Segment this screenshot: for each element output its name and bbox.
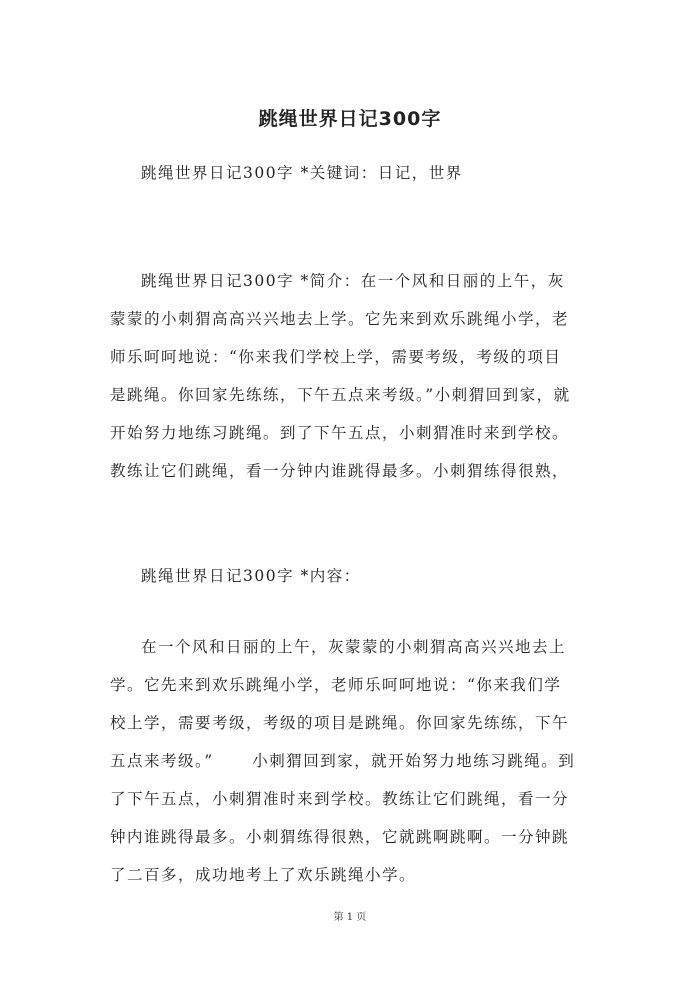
page-number: 第 1 页	[333, 912, 367, 923]
content-line: 钟内谁跳得最多。小刺猬练得很熟，它就跳啊跳啊。一分钟跳	[110, 828, 570, 846]
summary-line: 师乐呵呵地说：“你来我们学校上学，需要考级，考级的项目	[110, 348, 562, 366]
content-heading: 跳绳世界日记300字 *内容：	[141, 567, 361, 585]
content-line: 了二百多，成功地考上了欢乐跳绳小学。	[110, 866, 417, 884]
content-line: 在一个风和日丽的上午，灰蒙蒙的小刺猬高高兴兴地去上	[141, 638, 567, 656]
content-line: 学。它先来到欢乐跳绳小学，老师乐呵呵地说：“你来我们学	[110, 676, 562, 694]
summary-line: 是跳绳。你回家先练练，下午五点来考级。”小刺猬回到家，就	[110, 386, 571, 404]
keywords-line: 跳绳世界日记300字 *关键词：日记，世界	[141, 164, 463, 182]
content-line: 了下午五点，小刺猬准时来到学校。教练让它们跳绳，看一分	[110, 790, 570, 808]
summary-line: 开始努力地练习跳绳。到了下午五点，小刺猬准时来到学校。	[110, 424, 570, 442]
summary-line: 蒙蒙的小刺猬高高兴兴地去上学。它先来到欢乐跳绳小学，老	[110, 310, 570, 328]
content-line: 五点来考级。” 小刺猬回到家，就开始努力地练习跳绳。到	[110, 752, 576, 770]
page-title: 跳绳世界日记300字	[258, 108, 442, 130]
content-line: 校上学，需要考级，考级的项目是跳绳。你回家先练练，下午	[110, 714, 570, 732]
summary-line: 教练让它们跳绳，看一分钟内谁跳得最多。小刺猬练得很熟，	[110, 462, 570, 480]
summary-line: 跳绳世界日记300字 *简介：在一个风和日丽的上午，灰	[141, 272, 565, 290]
